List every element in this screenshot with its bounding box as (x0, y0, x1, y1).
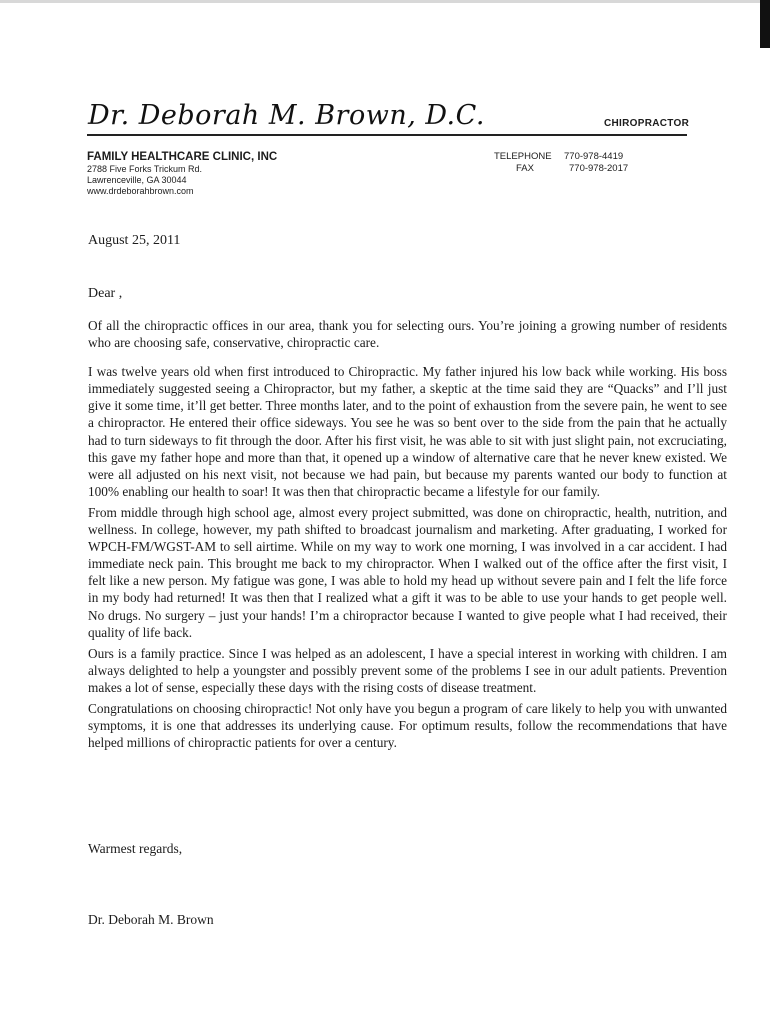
signature-name: Dr. Deborah M. Brown (88, 912, 214, 927)
clinic-name: FAMILY HEALTHCARE CLINIC, INC (87, 151, 278, 163)
letterhead-rule (87, 134, 687, 136)
fax-row (494, 163, 628, 175)
fax-label: FAX (516, 163, 534, 174)
letterhead-name: Dr. Deborah M. Brown, D.C. (88, 100, 485, 131)
letter-date: August 25, 2011 (88, 233, 181, 248)
page-top-edge (0, 0, 770, 3)
paragraph-story: I was twelve years old when first introduced to Chiropractic. My father injured his low back while working. His boss immediately suggested seeing a Chiropractor, but my father, a skeptic at the time said they are “Quacks” and I’ll just give it some time, it’ll get better. Three months later, and to the point of exhaustion from the severe pain, he went to see a chiropractor. He entered their office sideways. You see he was so bent over to the side from the pain that he actually had to turn sideways to fit through the door. After his first visit, he was able to sit with just slight pain, not excruciating, this gave my father hope and more than that, it opened up a window of alternative care that he never knew existed. We were all adjusted on his next visit, not because we had pain, but because my parents wanted our body to function at 100% enabling our health to soar! It was then that chiropractic became a lifestyle for our family. (88, 364, 727, 499)
letter-greeting: Dear , (88, 286, 123, 301)
letterhead-title: CHIROPRACTOR (604, 118, 690, 129)
fax-value: 770-978-2017 (569, 163, 629, 174)
telephone-row (494, 151, 628, 163)
telephone-label: TELEPHONE (494, 151, 552, 162)
paragraph-intro: Of all the chiropractic offices in our area, thank you for selecting ours. You’re joining a growing number of residents who are choosing safe, conservative, chiropractic care. (88, 318, 727, 351)
contact-block (494, 151, 628, 175)
clinic-block (87, 150, 277, 197)
letter-closing: Warmest regards, (88, 841, 183, 856)
clinic-address-line2: Lawrenceville, GA 30044 (87, 175, 187, 185)
letter-body (88, 317, 727, 763)
paragraph-congratulations: Congratulations on choosing chiropractic! Not only have you begun a program of care likely to help you with unwanted symptoms, it is one that addresses its underlying cause. For optimum results, follow the recommendations that have helped millions of chiropractic patients for over a century. (88, 700, 727, 751)
telephone-value: 770-978-4419 (564, 151, 624, 162)
paragraph-career: From middle through high school age, almost every project submitted, was done on chiropractic, health, nutrition, and wellness. In college, however, my path shifted to broadcast journalism and marketing. After graduating, I worked for WPCH-FM/WGST-AM to sell airtime. While on my way to work one morning, I was involved in a car accident. I had immediate neck pain. This brought me back to my chiropractor. When I walked out of the office after the first visit, I felt like a new person. My fatigue was gone, I was able to hold my head up without severe pain and I felt the life force in my body had returned! It was then that I realized what a gift it was to be able to use your hands to get people well. No drugs. No surgery – just your hands! I’m a chiropractor because I wanted to give people what I had received, their quality of life back. (88, 504, 727, 640)
clinic-address-line1: 2788 Five Forks Trickum Rd. (87, 164, 203, 174)
paragraph-family-practice: Ours is a family practice. Since I was helped as an adolescent, I have a special interest in working with children. I am always delighted to help a youngster and possibly prevent some of the problems I see in our adult patients. Prevention makes a lot of sense, especially these days with the rising costs of disease treatment. (88, 645, 727, 695)
clinic-website: www.drdeborahbrown.com (87, 186, 194, 196)
scan-edge-mark (760, 0, 770, 48)
